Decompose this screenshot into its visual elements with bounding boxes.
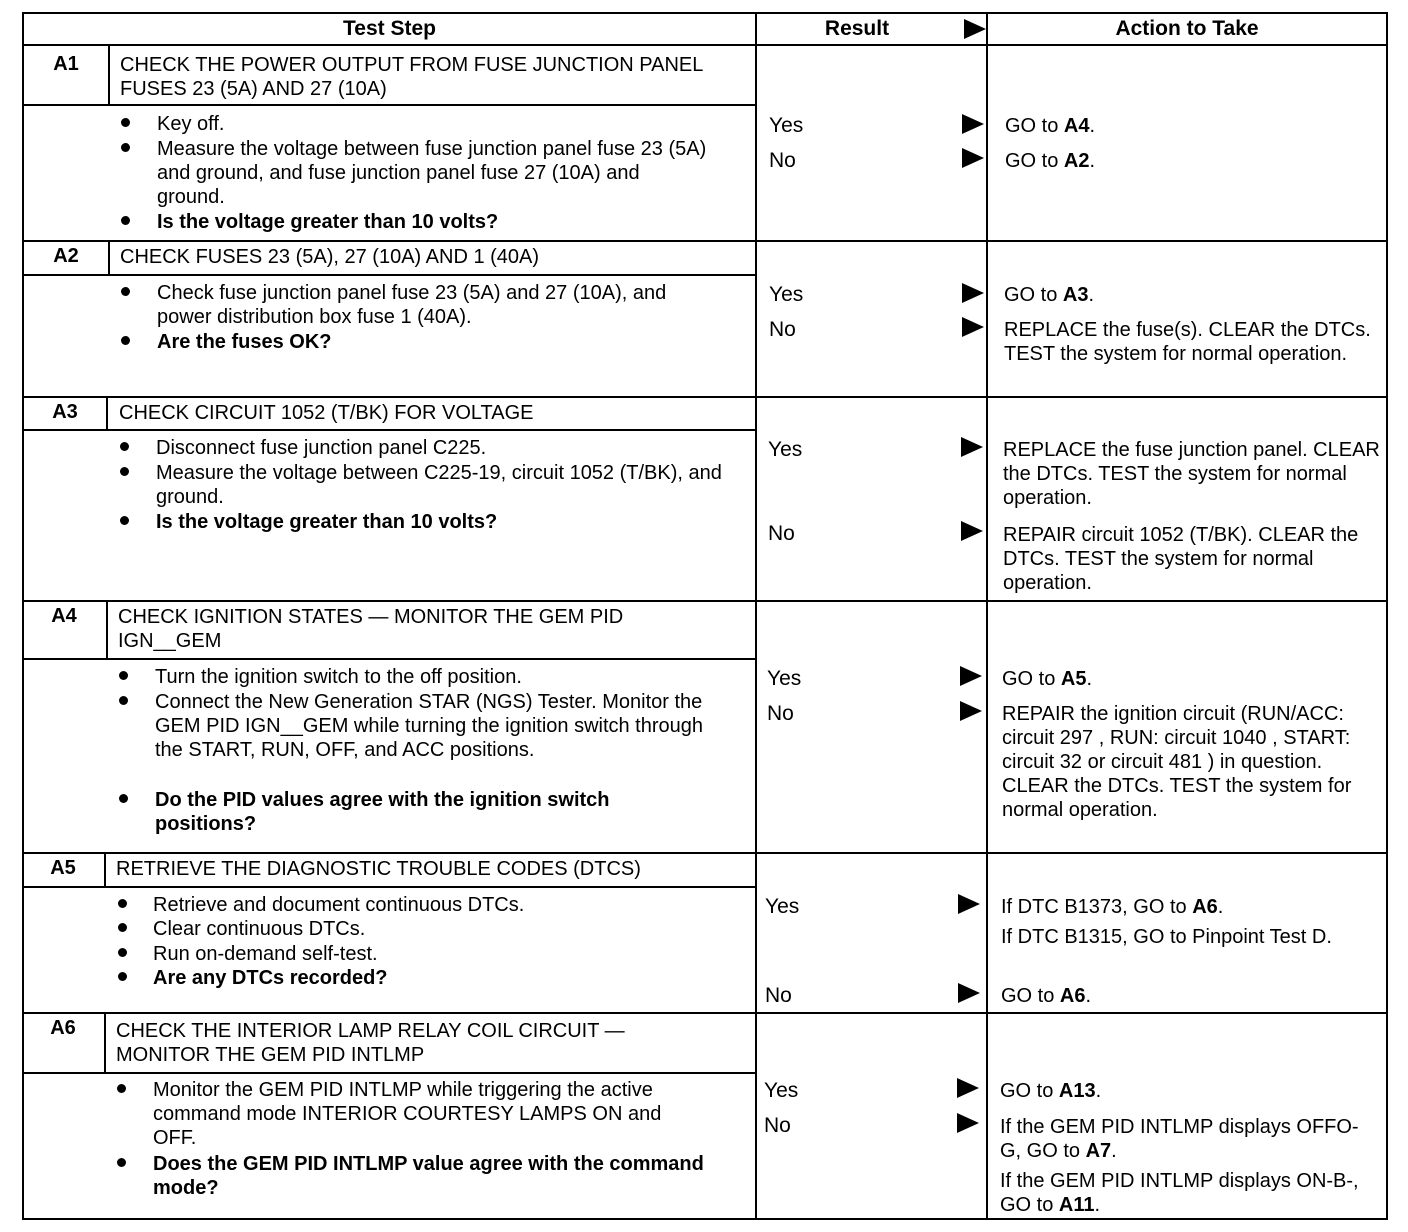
bullet-dot-icon	[121, 287, 130, 296]
step-title: CHECK THE POWER OUTPUT FROM FUSE JUNCTION PANEL FUSES 23 (5A) AND 27 (10A)	[120, 54, 703, 100]
step-question: Do the PID values agree with the ignition switch positions?	[155, 789, 610, 835]
step-id: A3	[52, 401, 78, 423]
result-no: No	[769, 149, 796, 172]
step-question: Does the GEM PID INTLMP value agree with the command mode?	[153, 1153, 704, 1199]
step-title: CHECK THE INTERIOR LAMP RELAY COIL CIRCUIT — MONITOR THE GEM PID INTLMP	[116, 1020, 625, 1066]
action-text: GO to A2.	[1005, 150, 1096, 172]
step-bullet: Check fuse junction panel fuse 23 (5A) and 27 (10A), and power distribution box fuse 1 (40A).	[157, 282, 667, 328]
action-text: If DTC B1315, GO to Pinpoint Test D.	[1001, 926, 1332, 948]
action-text: REPLACE the fuse junction panel. CLEAR the DTCs. TEST the system for normal operation.	[1003, 439, 1380, 509]
step-title: CHECK FUSES 23 (5A), 27 (10A) AND 1 (40A)	[120, 246, 540, 268]
column-divider	[755, 12, 757, 1220]
step-id: A4	[51, 605, 77, 627]
step-question: Are any DTCs recorded?	[153, 967, 388, 989]
row-divider	[22, 600, 1388, 602]
step-id: A5	[50, 857, 76, 879]
action-text: REPLACE the fuse(s). CLEAR the DTCs. TEST the system for normal operation.	[1004, 319, 1371, 365]
step-bullet: Measure the voltage between fuse junction panel fuse 23 (5A) and ground, and fuse junction panel fuse 27 (10A) and ground.	[157, 138, 707, 208]
step-bullet: Measure the voltage between C225-19, circuit 1052 (T/BK), and ground.	[156, 462, 722, 508]
step-bullet: Run on-demand self-test.	[153, 943, 378, 965]
step-bullet: Key off.	[157, 113, 225, 135]
action-text: If the GEM PID INTLMP displays OFFO-G, GO to A7.	[1000, 1116, 1359, 1162]
step-question: Are the fuses OK?	[157, 331, 332, 353]
arrow-right-icon	[961, 437, 983, 457]
header-result: Result	[824, 17, 890, 40]
action-text: GO to A13.	[1000, 1080, 1102, 1102]
header-divider	[22, 44, 1388, 46]
row-divider	[22, 396, 1388, 398]
arrow-right-icon	[962, 283, 984, 303]
arrow-right-icon	[960, 666, 982, 686]
arrow-right-icon	[958, 894, 980, 914]
header-test-step: Test Step	[343, 17, 436, 40]
bullet-dot-icon	[117, 1158, 126, 1167]
bullet-dot-icon	[118, 923, 127, 932]
step-title: CHECK CIRCUIT 1052 (T/BK) FOR VOLTAGE	[119, 402, 534, 424]
title-divider	[22, 886, 755, 888]
arrow-right-icon	[962, 114, 984, 134]
action-text: GO to A6.	[1001, 985, 1092, 1007]
arrow-right-icon	[957, 1078, 979, 1098]
bullet-dot-icon	[121, 143, 130, 152]
step-bullet: Disconnect fuse junction panel C225.	[156, 437, 487, 459]
action-text: REPAIR circuit 1052 (T/BK). CLEAR the DTCs. TEST the system for normal operation.	[1003, 524, 1359, 594]
row-divider	[22, 240, 1388, 242]
bullet-dot-icon	[120, 516, 129, 525]
step-bullet: Connect the New Generation STAR (NGS) Tester. Monitor the GEM PID IGN__GEM while turning the ignition switch through the START, RUN, OFF, and ACC positions.	[155, 691, 704, 761]
bullet-dot-icon	[121, 216, 130, 225]
title-divider	[22, 274, 755, 276]
bullet-dot-icon	[118, 899, 127, 908]
id-divider	[104, 852, 106, 886]
title-divider	[22, 104, 755, 106]
title-divider	[22, 658, 755, 660]
arrow-right-icon	[957, 1113, 979, 1133]
bullet-dot-icon	[119, 696, 128, 705]
row-divider	[22, 1012, 1388, 1014]
header-arrow-icon	[964, 19, 986, 39]
bullet-dot-icon	[119, 794, 128, 803]
action-text: If DTC B1373, GO to A6.	[1001, 896, 1224, 918]
result-no: No	[768, 522, 795, 545]
header-action: Action to Take	[1115, 17, 1259, 40]
row-divider	[22, 852, 1388, 854]
result-no: No	[767, 702, 794, 725]
step-bullet: Clear continuous DTCs.	[153, 918, 366, 940]
bullet-dot-icon	[118, 948, 127, 957]
result-yes: Yes	[768, 438, 803, 461]
bullet-dot-icon	[118, 972, 127, 981]
arrow-right-icon	[962, 148, 984, 168]
step-bullet: Retrieve and document continuous DTCs.	[153, 894, 525, 916]
step-title: RETRIEVE THE DIAGNOSTIC TROUBLE CODES (DTCS)	[116, 858, 641, 880]
result-yes: Yes	[764, 1079, 799, 1102]
result-yes: Yes	[765, 895, 800, 918]
column-divider	[986, 12, 988, 1220]
id-divider	[108, 240, 110, 274]
step-id: A6	[50, 1017, 76, 1039]
step-id: A1	[53, 53, 79, 75]
action-text: GO to A3.	[1004, 284, 1095, 306]
action-text: GO to A5.	[1002, 668, 1093, 690]
arrow-right-icon	[958, 983, 980, 1003]
step-question: Is the voltage greater than 10 volts?	[157, 211, 499, 233]
result-yes: Yes	[769, 283, 804, 306]
arrow-right-icon	[962, 317, 984, 337]
arrow-right-icon	[960, 701, 982, 721]
bullet-dot-icon	[121, 118, 130, 127]
title-divider	[22, 1072, 755, 1074]
step-id: A2	[53, 245, 79, 267]
action-text: REPAIR the ignition circuit (RUN/ACC: circuit 297 , RUN: circuit 1040 , START: circuit 32 or circuit 481 ) in question. CLEAR the DTCs. TEST the system for normal operation.	[1002, 703, 1352, 821]
id-divider	[106, 396, 108, 429]
result-yes: Yes	[767, 667, 802, 690]
result-no: No	[765, 984, 792, 1007]
result-no: No	[769, 318, 796, 341]
arrow-right-icon	[961, 521, 983, 541]
id-divider	[108, 44, 110, 104]
action-text: GO to A4.	[1005, 115, 1096, 137]
step-bullet: Monitor the GEM PID INTLMP while triggering the active command mode INTERIOR COURTESY LAMPS ON and OFF.	[153, 1079, 662, 1149]
action-text: If the GEM PID INTLMP displays ON-B-, GO to A11.	[1000, 1170, 1359, 1216]
step-bullet: Turn the ignition switch to the off position.	[155, 666, 522, 688]
bullet-dot-icon	[120, 442, 129, 451]
bullet-dot-icon	[121, 336, 130, 345]
id-divider	[104, 1012, 106, 1072]
step-title: CHECK IGNITION STATES — MONITOR THE GEM PID IGN__GEM	[118, 606, 624, 652]
result-no: No	[764, 1114, 791, 1137]
bullet-dot-icon	[119, 671, 128, 680]
step-question: Is the voltage greater than 10 volts?	[156, 511, 498, 533]
result-yes: Yes	[769, 114, 804, 137]
id-divider	[106, 600, 108, 658]
title-divider	[22, 429, 755, 431]
bullet-dot-icon	[117, 1084, 126, 1093]
bullet-dot-icon	[120, 467, 129, 476]
